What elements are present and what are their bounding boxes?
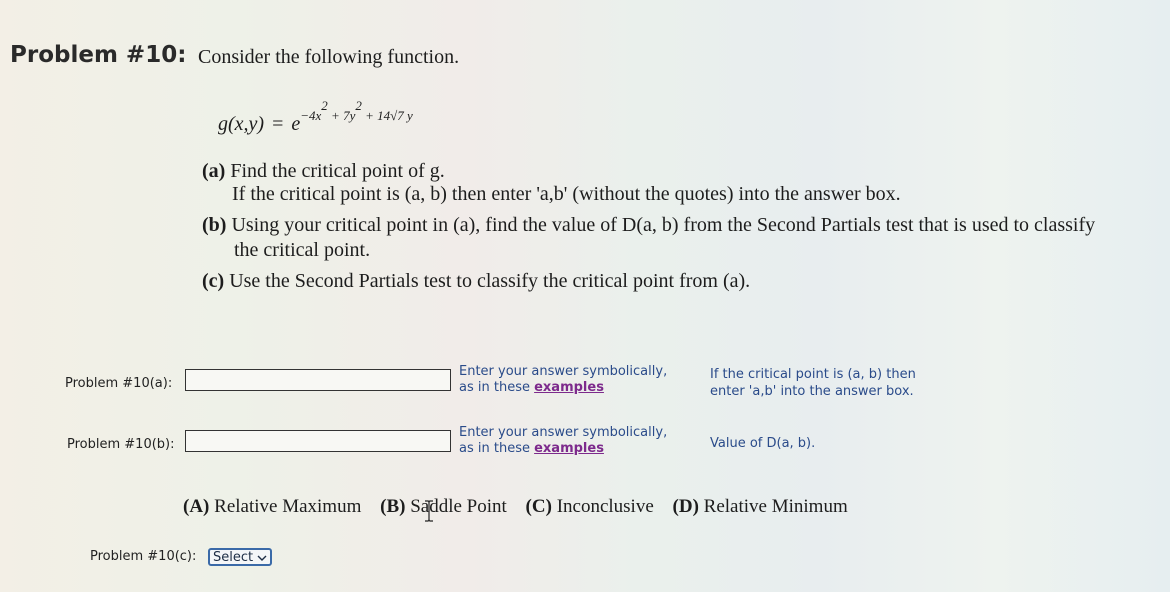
chevron-down-icon (257, 554, 267, 562)
classification-choices: (A) Relative Maximum (B) Saddle Point (C) Inconclusive (D) Relative Minimum (183, 496, 848, 517)
choice-relative-maximum: Relative Maximum (214, 496, 362, 517)
answer-a-hint: Enter your answer symbolically, as in these examples (459, 364, 668, 395)
part-c-line1: (c) Use the Second Partials test to classify the critical point from (a). (202, 270, 751, 292)
formula-equals: = (272, 113, 284, 135)
text-cursor-icon (424, 500, 434, 522)
answer-c-label: Problem #10(c): (90, 549, 197, 564)
answer-b-label: Problem #10(b): (67, 437, 175, 452)
answer-a-input[interactable] (185, 369, 451, 391)
part-a-line2: If the critical point is (a, b) then enter 'a,b' (without the quotes) into the answer box. (232, 183, 901, 205)
problem-intro: Consider the following function. (198, 46, 460, 68)
formula-base: e (291, 113, 301, 135)
answer-a-note: If the critical point is (a, b) then enter 'a,b' into the answer box. (710, 367, 916, 399)
answer-b-note: Value of D(a, b). (710, 436, 816, 451)
answer-a-label: Problem #10(a): (65, 376, 173, 391)
part-b-line2: the critical point. (234, 239, 371, 261)
choice-saddle-point: Saddle Point (410, 496, 507, 517)
choice-relative-minimum: Relative Minimum (703, 496, 848, 517)
formula-lhs: g(x,y) (218, 113, 265, 135)
examples-link-b[interactable]: examples (534, 441, 604, 456)
part-a-line1: (a) Find the critical point of g. (202, 160, 445, 182)
choice-inconclusive: Inconclusive (556, 496, 654, 517)
examples-link-a[interactable]: examples (534, 380, 604, 395)
answer-b-input[interactable] (185, 430, 451, 452)
answer-b-hint: Enter your answer symbolically, as in these examples (459, 425, 668, 456)
classification-select[interactable]: Select (208, 548, 272, 566)
function-formula (218, 98, 413, 136)
part-b-line1: (b) Using your critical point in (a), find the value of D(a, b) from the Second Partials test that is used to classify (202, 214, 1096, 236)
formula-exponent: −4x2 + 7y2 + 14√7 y (300, 98, 413, 123)
problem-heading: Problem #10: (10, 42, 187, 68)
